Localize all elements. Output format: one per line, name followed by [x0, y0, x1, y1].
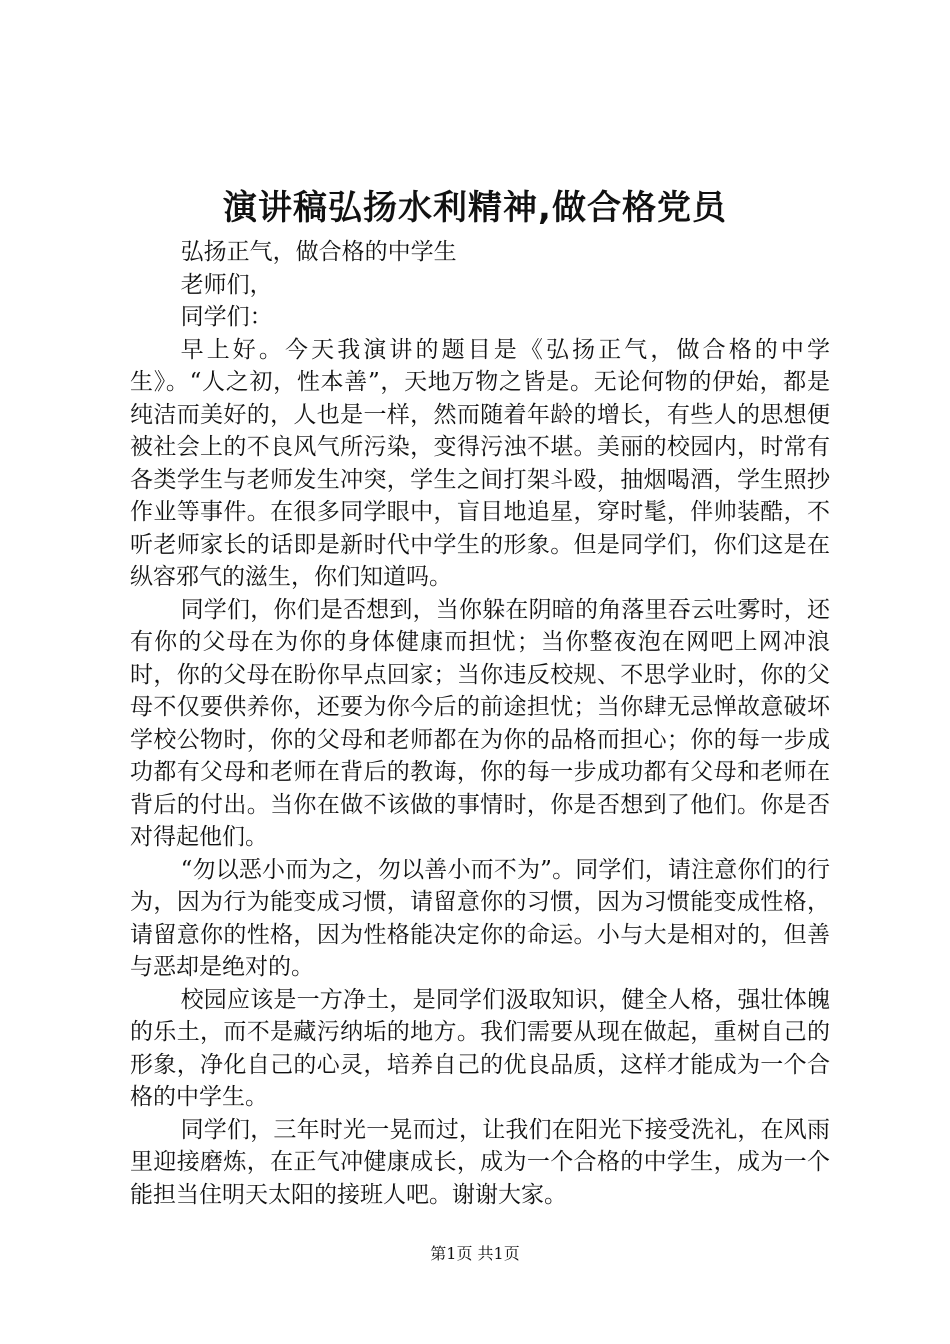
document-title: 演讲稿弘扬水利精神,做合格党员 [223, 188, 727, 228]
paragraph: 校园应该是一方净土，是同学们汲取知识，健全人格，强壮体魄的乐土，而不是藏污纳垢的地方。我们需要从现在做起，重树自己的形象，净化自己的心灵，培养自己的优良品质，这样才能成为一个合格的中学生。 [130, 986, 830, 1110]
page-footer: 第1页 共1页 [430, 1244, 520, 1263]
paragraph: 同学们，三年时光一晃而过，让我们在阳光下接受洗礼，在风雨里迎接磨炼，在正气冲健康成长，成为一个合格的中学生，成为一个能担当住明天太阳的接班人吧。谢谢大家。 [130, 1116, 830, 1208]
paragraph-subtitle: 弘扬正气，做合格的中学生 [180, 239, 457, 265]
paragraph-greeting-students: 同学们： [180, 304, 273, 330]
paragraph: 同学们，你们是否想到，当你躲在阴暗的角落里吞云吐雾时，还有你的父母在为你的身体健康而担忧；当你整夜泡在网吧上网冲浪时，你的父母在盼你早点回家；当你违反校规、不思学业时，你的父母不仅要供养你，还要为你今后的前途担忧；当你肆无忌惮故意破坏学校公物时，你的父母和老师都在为你的品格而担心；你的每一步成功都有父母和老师在背后的教诲，你的每一步成功都有父母和老师在背后的付出。当你在做不该做的事情时，你是否想到了他们。你是否对得起他们。 [130, 596, 830, 850]
paragraph: 早上好。今天我演讲的题目是《弘扬正气，做合格的中学生》。“人之初，性本善”，天地万物之皆是。无论何物的伊始，都是纯洁而美好的，人也是一样，然而随着年龄的增长，有些人的思想便被社会上的不良风气所污染，变得污浊不堪。美丽的校园内，时常有各类学生与老师发生冲突，学生之间打架斗殴，抽烟喝酒，学生照抄作业等事件。在很多同学眼中，盲目地追星，穿时髦，伴帅装酷，不听老师家长的话即是新时代中学生的形象。但是同学们，你们这是在纵容邪气的滋生，你们知道吗。 [130, 336, 830, 590]
document-body [130, 236, 830, 1211]
paragraph: “勿以恶小而为之，勿以善小而不为”。同学们，请注意你们的行为，因为行为能变成习惯，请留意你的习惯，因为习惯能变成性格，请留意你的性格，因为性格能决定你的命运。小与大是相对的，但善与恶却是绝对的。 [130, 856, 830, 980]
paragraph-greeting-teachers: 老师们， [180, 271, 273, 298]
